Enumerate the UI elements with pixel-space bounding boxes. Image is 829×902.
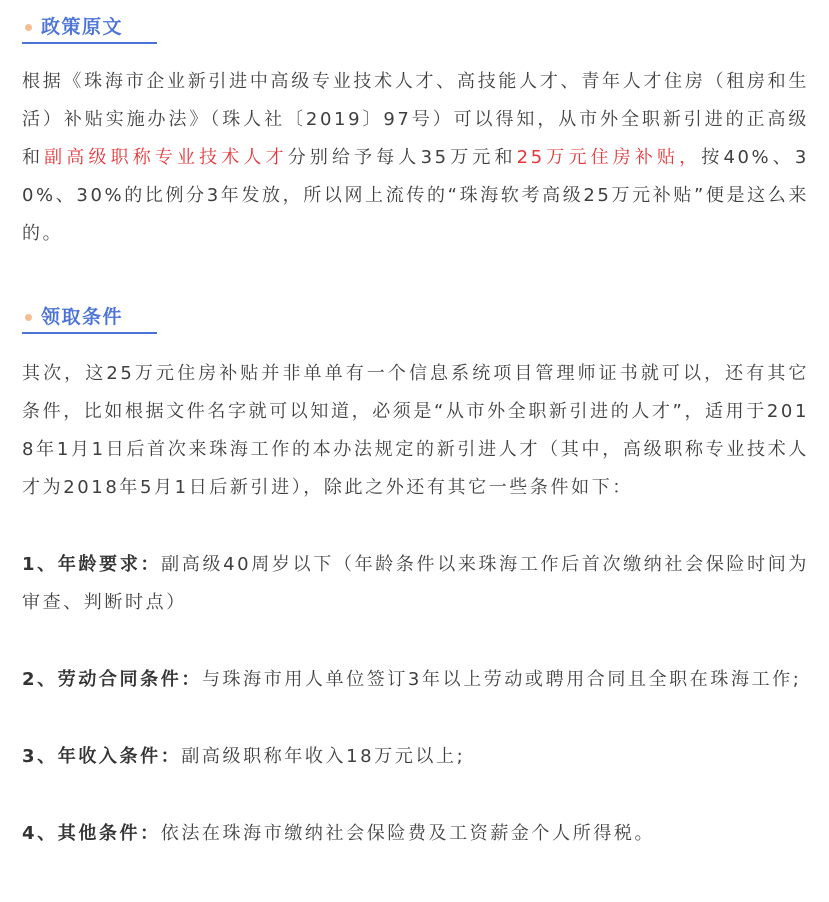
section-title: 领取条件 — [41, 306, 124, 328]
condition-label: 3、年收入条件： — [22, 746, 182, 767]
paragraph-text: 根据《珠海市企业新引进中高级专业技术人才、高技能人才、青年人才住房（租房和生活）补贴实施办法》（珠人社〔2019〕97号）可以得知，从市外全职新引进的正高级和 — [22, 71, 809, 168]
condition-label: 1、年龄要求： — [22, 554, 162, 575]
condition-item-other — [22, 815, 809, 853]
condition-item-age — [22, 546, 809, 622]
paragraph-text: 分别给予每人35万元和 — [287, 147, 517, 168]
section-title: 政策原文 — [41, 16, 124, 38]
condition-item-income — [22, 738, 809, 776]
condition-text: 依法在珠海市缴纳社会保险费及工资薪金个人所得税。 — [160, 823, 656, 844]
condition-item-contract — [22, 661, 809, 699]
condition-label: 2、劳动合同条件： — [22, 669, 202, 690]
highlight-text: 25万元住房补贴， — [516, 147, 702, 168]
condition-text: 与珠海市用人单位签订3年以上劳动或聘用合同且全职在珠海工作; — [201, 669, 802, 690]
condition-label: 4、其他条件： — [22, 823, 161, 844]
paragraph-text: 按40%、30%、30%的比例分3年发放，所以网上流传的“珠海软考高级25万元补贴”便是这么来的。 — [22, 147, 809, 244]
conditions-intro-paragraph: 其次，这25万元住房补贴并非单单有一个信息系统项目管理师证书就可以，还有其它条件，比如根据文件名字就可以知道，必须是“从市外全职新引进的人才”，适用于2018年1月1日后首次来珠海工作的本办法规定的新引进人才（其中，高级职称专业技术人才为2018年5月1日后新引进），除此之外还有其它一些条件如下： — [22, 363, 810, 498]
highlight-text: 副高级职称专业技术人才 — [44, 147, 288, 168]
condition-text: 副高级40周岁以下（年龄条件以来珠海工作后首次缴纳社会保险时间为审查、判断时点） — [22, 554, 809, 613]
bullet-dot-icon — [25, 314, 32, 321]
policy-paragraph — [22, 63, 809, 253]
section-heading-policy-text — [22, 12, 157, 44]
condition-text: 副高级职称年收入18万元以上; — [181, 746, 466, 767]
section-heading-conditions — [22, 302, 157, 334]
bullet-dot-icon — [25, 24, 32, 31]
